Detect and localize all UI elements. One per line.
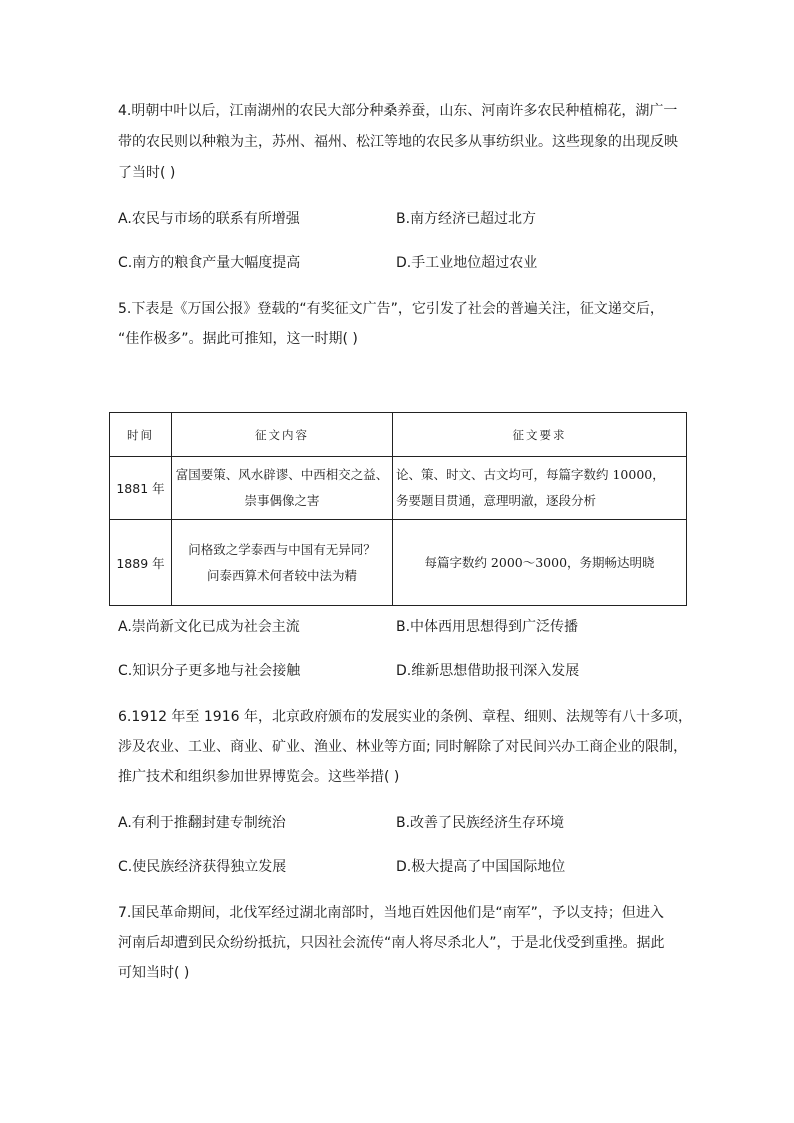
q6-line-1: 6.1912 年至 1916 年，北京政府颁布的发展实业的条例、章程、细则、法规等有八十多项， [118,709,692,725]
q4-line-2: 带的农民则以种粮为主，苏州、福州、松江等地的农民多从事纺织业。这些现象的出现反映 [118,134,678,150]
q5-option-a: A.崇尚新文化已成为社会主流 [118,619,300,635]
table-row [110,520,687,606]
q5-line-2: “佳作极多”。据此可推知，这一时期( ) [118,331,358,347]
q7-line-3: 可知当时( ) [118,965,190,981]
row-1889-time: 1889 年 [110,520,172,606]
q5-option-d: D.维新思想借助报刊深入发展 [396,663,580,679]
row-1881-requirement-line-1: 论、策、时文、古文均可，每篇字数约 10000， [396,467,665,482]
q4-option-c: C.南方的粮食产量大幅度提高 [118,255,301,271]
q6-line-2: 涉及农业、工业、商业、矿业、渔业、林业等方面; 同时解除了对民间兴办工商企业的限制， [118,739,688,755]
header-time: 时间 [110,413,172,457]
row-1889-content [172,520,393,606]
row-1881-content [172,457,393,520]
row-1881-content-line-1: 富国要策、风水辟谬、中西相交之益、 [175,467,389,482]
q6-option-c: C.使民族经济获得独立发展 [118,859,287,875]
row-1889-requirement-line-1: 每篇字数约 2000～3000，务期畅达明晓 [424,554,655,570]
q7-line-2: 河南后却遭到民众纷纷抵抗，只因社会流传“南人将尽杀北人”，于是北伐受到重挫。据此 [118,935,665,951]
q6-option-b: B.改善了民族经济生存环境 [396,815,565,831]
header-requirement: 征文要求 [393,413,687,457]
q4-line-1: 4.明朝中叶以后，江南湖州的农民大部分种桑养蚕，山东、河南许多农民种植棉花，湖广一 [118,103,678,119]
header-content: 征文内容 [172,413,393,457]
q5-option-c: C.知识分子更多地与社会接触 [118,663,301,679]
row-1881-requirement-line-2: 务要题目贯通，意理明澈，逐段分析 [396,493,597,508]
row-1881-content-line-2: 崇事偶像之害 [244,493,320,508]
row-1881-time: 1881 年 [110,457,172,520]
q7-line-1: 7.国民革命期间，北伐军经过湖北南部时，当地百姓因他们是“南军”，予以支持；但进入 [118,905,664,921]
table-row [110,457,687,520]
q5-line-1: 5.下表是《万国公报》登载的“有奖征文广告”，它引发了社会的普遍关注，征文递交后， [118,301,664,317]
q4-option-b: B.南方经济已超过北方 [396,211,537,227]
essay-contest-table [109,412,687,606]
q6-line-3: 推广技术和组织参加世界博览会。这些举措( ) [118,769,400,785]
q4-option-a: A.农民与市场的联系有所增强 [118,211,300,227]
q6-option-d: D.极大提高了中国国际地位 [396,859,566,875]
table-header-row [110,413,687,457]
q5-option-b: B.中体西用思想得到广泛传播 [396,619,579,635]
q6-option-a: A.有利于推翻封建专制统治 [118,815,286,831]
q4-option-d: D.手工业地位超过农业 [396,255,538,271]
row-1881-requirement [393,457,687,520]
row-1889-content-line-1: 问格致之学泰西与中国有无异同？ [188,541,376,557]
row-1889-content-line-2: 问泰西算术何者较中法为精 [206,567,357,583]
row-1889-requirement [393,520,687,606]
q4-line-3: 了当时( ) [118,165,176,181]
